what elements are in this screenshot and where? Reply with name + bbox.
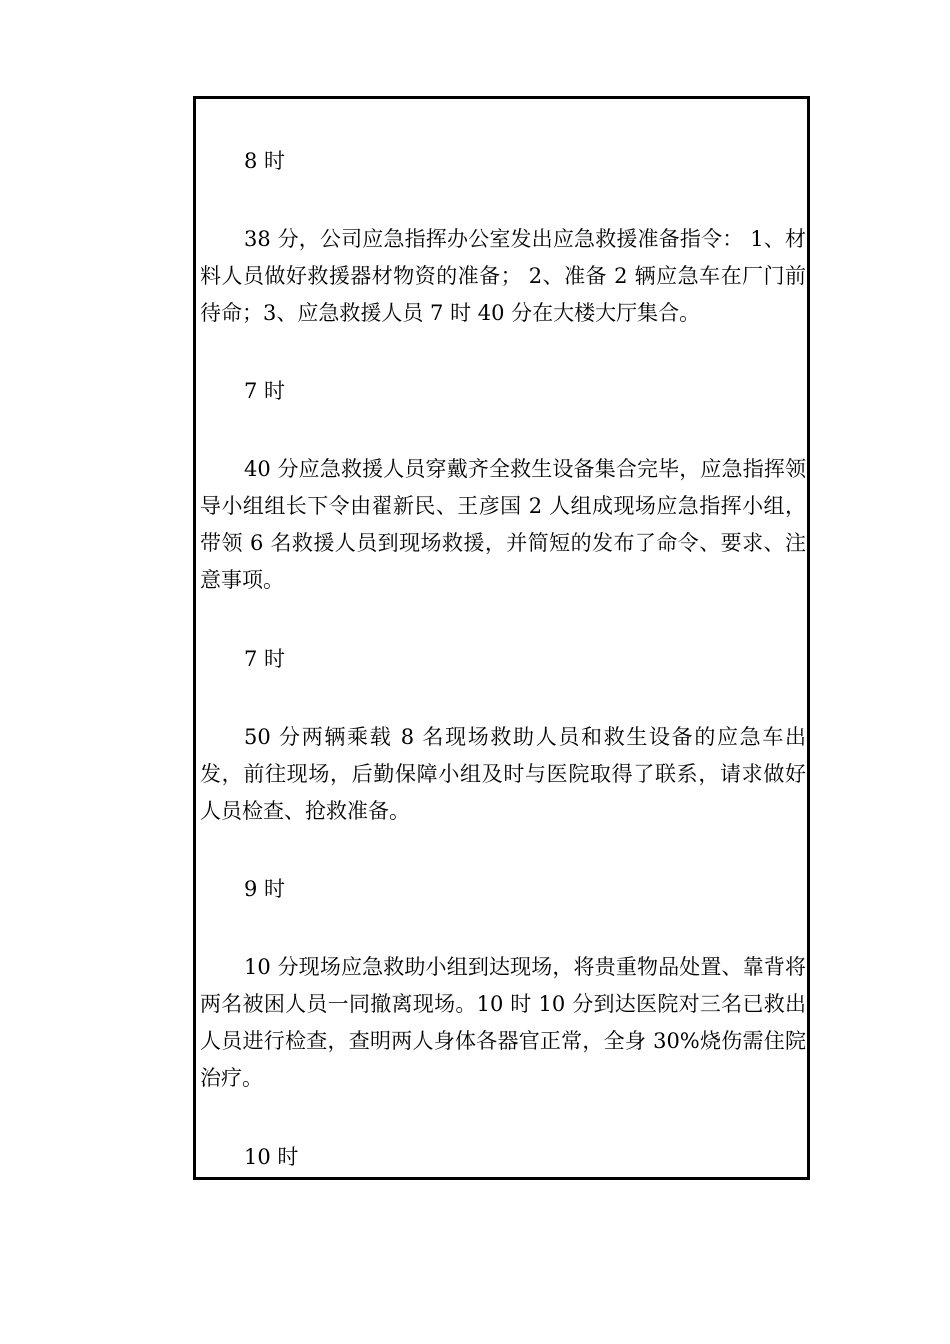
paragraph-time-9: 9 时 [244,877,286,901]
paragraph-time-7b: 7 时 [244,647,286,671]
bordered-text-frame [193,96,810,1180]
paragraph-arrival-rescue: 10 分现场应急救助小组到达现场，将贵重物品处置、靠背将两名被困人员一同撤离现场。10 时 10 分到达医院对三名已救出人员进行检查，查明两人身体各器官正常，全身 30%烧伤需住院治疗。 [200,955,806,1090]
paragraph-time-8: 8 时 [244,149,286,173]
paragraph-departure: 50 分两辆乘载 8 名现场救助人员和救生设备的应急车出发，前往现场，后勤保障小组及时与医院取得了联系，请求做好人员检查、抢救准备。 [200,725,806,823]
paragraph-assembly: 40 分应急救援人员穿戴齐全救生设备集合完毕，应急指挥领导小组组长下令由翟新民、王彦国 2 人组成现场应急指挥小组，带领 6 名救援人员到现场救援，并简短的发布了命令、要求、注意事项。 [200,457,806,592]
paragraph-time-7a: 7 时 [244,379,286,403]
paragraph-preparation-order: 38 分，公司应急指挥办公室发出应急救援准备指令： 1、材料人员做好救援器材物资的准备； 2、准备 2 辆应急车在厂门前待命；3、应急救援人员 7 时 40 分在大楼大厅集合。 [200,227,806,325]
paragraph-time-10: 10 时 [244,1145,299,1169]
